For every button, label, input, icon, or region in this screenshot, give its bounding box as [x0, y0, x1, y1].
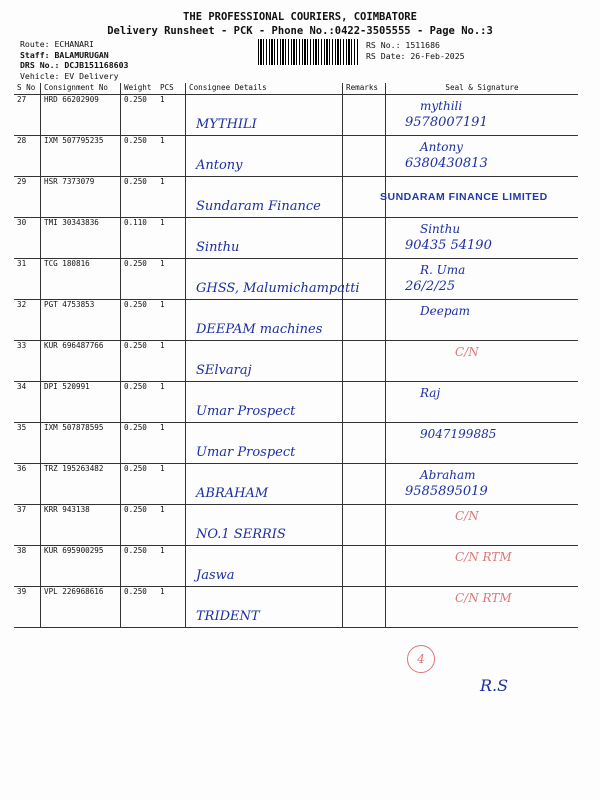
company-stamp: SUNDARAM FINANCE LIMITED — [380, 191, 548, 203]
col-sno: S No — [14, 83, 41, 95]
handwritten-signature: Abraham — [420, 468, 476, 482]
serial-number: 27 — [14, 95, 41, 136]
pieces: 1 — [157, 382, 186, 423]
circled-number: 4 — [407, 645, 435, 673]
rs-date: RS Date: 26-Feb-2025 — [366, 50, 465, 61]
weight: 0.250 — [121, 177, 158, 218]
pieces: 1 — [157, 259, 186, 300]
handwritten-signature: Sinthu — [420, 222, 461, 236]
col-consignment: Consignment No — [41, 83, 121, 95]
pieces: 1 — [157, 136, 186, 177]
handwritten-consignee: Sundaram Finance — [196, 199, 321, 214]
pieces: 1 — [157, 300, 186, 341]
handwritten-phone: 9585895019 — [405, 484, 488, 499]
col-pcs: PCS — [157, 83, 186, 95]
initials-signature: R.S — [480, 676, 509, 695]
consignment-number: HSR 7373079 — [41, 177, 121, 218]
handwritten-consignee: Antony — [196, 158, 243, 173]
serial-number: 30 — [14, 218, 41, 259]
serial-number: 29 — [14, 177, 41, 218]
consignment-number: PGT 4753853 — [41, 300, 121, 341]
serial-number: 31 — [14, 259, 41, 300]
handwritten-signature: Deepam — [420, 304, 471, 318]
weight: 0.250 — [121, 423, 158, 464]
handwritten-phone: 26/2/25 — [405, 279, 456, 294]
weight: 0.250 — [121, 259, 158, 300]
table-row — [14, 505, 578, 546]
signature-cell — [386, 505, 579, 546]
pieces: 1 — [157, 341, 186, 382]
remarks-cell — [343, 464, 386, 505]
serial-number: 32 — [14, 300, 41, 341]
table-row — [14, 218, 578, 259]
handwritten-consignee: ABRAHAM — [196, 486, 269, 501]
runsheet-subtitle: Delivery Runsheet - PCK - Phone No.:0422-3505555 - Page No.:3 — [107, 25, 493, 37]
remarks-cell — [343, 136, 386, 177]
col-weight: Weight — [121, 83, 158, 95]
consignment-number: TCG 180816 — [41, 259, 121, 300]
weight: 0.250 — [121, 587, 158, 628]
vehicle-label: Vehicle: EV Delivery — [20, 70, 119, 81]
weight: 0.250 — [121, 300, 158, 341]
drs-number: DRS No.: DCJB151168603 — [20, 60, 129, 70]
pieces: 1 — [157, 218, 186, 259]
company-name: THE PROFESSIONAL COURIERS, COIMBATORE — [183, 11, 417, 23]
handwritten-signature: mythili — [420, 99, 463, 113]
handwritten-consignee: NO.1 SERRIS — [196, 527, 286, 542]
pieces: 1 — [157, 587, 186, 628]
signature-cell — [386, 341, 579, 382]
serial-number: 37 — [14, 505, 41, 546]
runsheet-table — [14, 83, 578, 628]
handwritten-signature: C/N RTM — [455, 591, 512, 605]
weight: 0.250 — [121, 95, 158, 136]
handwritten-consignee: MYTHILI — [196, 117, 257, 132]
handwritten-phone: 6380430813 — [405, 156, 488, 171]
serial-number: 36 — [14, 464, 41, 505]
weight: 0.250 — [121, 464, 158, 505]
consignment-number: IXM 507795235 — [41, 136, 121, 177]
col-remarks: Remarks — [343, 83, 386, 95]
handwritten-consignee: Jaswa — [196, 568, 235, 583]
serial-number: 39 — [14, 587, 41, 628]
handwritten-consignee: Umar Prospect — [196, 445, 296, 460]
rs-number: RS No.: 1511686 — [366, 40, 440, 50]
remarks-cell — [343, 341, 386, 382]
consignment-number: KUR 696487766 — [41, 341, 121, 382]
handwritten-consignee: TRIDENT — [196, 609, 260, 624]
col-signature: Seal & Signature — [386, 83, 579, 95]
consignment-number: KRR 943138 — [41, 505, 121, 546]
signature-cell — [386, 382, 579, 423]
handwritten-signature: Antony — [420, 140, 463, 154]
table-row — [14, 341, 578, 382]
table-row — [14, 136, 578, 177]
weight: 0.250 — [121, 546, 158, 587]
consignment-number: HRD 66202909 — [41, 95, 121, 136]
table-row — [14, 95, 578, 136]
serial-number: 28 — [14, 136, 41, 177]
pieces: 1 — [157, 423, 186, 464]
handwritten-consignee: GHSS, Malumichampatti — [196, 281, 360, 296]
handwritten-phone: 9578007191 — [405, 115, 488, 130]
handwritten-consignee: SElvaraj — [196, 363, 252, 378]
pieces: 1 — [157, 95, 186, 136]
handwritten-consignee: Umar Prospect — [196, 404, 296, 419]
signature-cell — [386, 300, 579, 341]
remarks-cell — [343, 95, 386, 136]
barcode — [258, 39, 358, 65]
pieces: 1 — [157, 546, 186, 587]
pieces: 1 — [157, 505, 186, 546]
consignment-number: DPI 520991 — [41, 382, 121, 423]
handwritten-signature: R. Uma — [420, 263, 466, 277]
route-label: Route: ECHANARI — [20, 39, 94, 49]
weight: 0.250 — [121, 136, 158, 177]
consignment-number: KUR 695900295 — [41, 546, 121, 587]
handwritten-signature: C/N — [455, 509, 479, 523]
handwritten-signature: 9047199885 — [420, 427, 497, 441]
pieces: 1 — [157, 464, 186, 505]
consignment-number: TRZ 195263482 — [41, 464, 121, 505]
handwritten-signature: Raj — [420, 386, 441, 400]
serial-number: 35 — [14, 423, 41, 464]
remarks-cell — [343, 382, 386, 423]
handwritten-consignee: Sinthu — [196, 240, 240, 255]
weight: 0.250 — [121, 505, 158, 546]
table-row — [14, 464, 578, 505]
remarks-cell — [343, 587, 386, 628]
consignment-number: TMI 30343836 — [41, 218, 121, 259]
handwritten-phone: 90435 54190 — [405, 238, 492, 253]
serial-number: 34 — [14, 382, 41, 423]
weight: 0.110 — [121, 218, 158, 259]
staff-label: Staff: BALAMURUGAN — [20, 49, 109, 60]
handwritten-signature: C/N RTM — [455, 550, 512, 564]
serial-number: 33 — [14, 341, 41, 382]
remarks-cell — [343, 505, 386, 546]
remarks-cell — [343, 546, 386, 587]
remarks-cell — [343, 423, 386, 464]
serial-number: 38 — [14, 546, 41, 587]
weight: 0.250 — [121, 382, 158, 423]
remarks-cell — [343, 300, 386, 341]
handwritten-signature: C/N — [455, 345, 479, 359]
weight: 0.250 — [121, 341, 158, 382]
consignment-number: IXM 507878595 — [41, 423, 121, 464]
table-row — [14, 382, 578, 423]
consignment-number: VPL 226968616 — [41, 587, 121, 628]
remarks-cell — [343, 218, 386, 259]
col-consignee: Consignee Details — [186, 83, 343, 95]
pieces: 1 — [157, 177, 186, 218]
handwritten-consignee: DEEPAM machines — [196, 322, 323, 337]
